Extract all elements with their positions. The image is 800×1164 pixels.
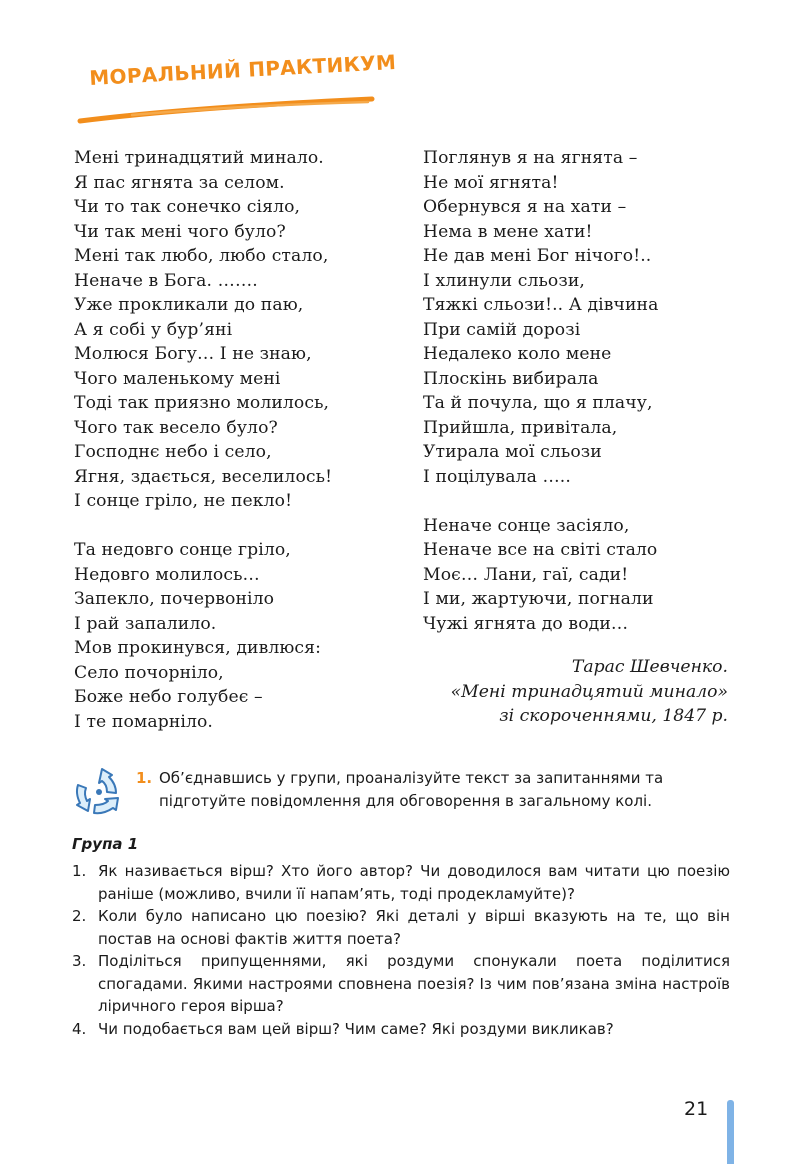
poem-line: Недовго молилось… — [74, 564, 260, 585]
title-underline — [72, 88, 382, 128]
poem-line: Ягня, здається, веселилось! — [74, 466, 333, 487]
poem-right-column — [423, 146, 743, 636]
page-number: 21 — [684, 1098, 709, 1120]
poem-line: І ми, жартуючи, погнали — [423, 589, 654, 609]
poem-line: Та недовго сонце гріло, — [74, 540, 291, 560]
poem-line: Уже прокликали до паю, — [74, 295, 304, 315]
question-number: 2. — [72, 907, 87, 925]
poem-line: Моє… Лани, гаї, сади! — [423, 564, 629, 585]
task-text: Об’єднавшись у групи, проаналізуйте текст за запитаннями та підготуйте повідомлення для обговорення в загальному колі. — [159, 769, 664, 810]
question-item — [72, 950, 730, 1018]
question-item — [72, 905, 730, 950]
question-text: Поділіться припущеннями, які роздуми спонукали поета поділитися спогадами. Якими настроями сповнена поезія? Із чим пов’язана зміна настроїв ліричного героя вірша? — [98, 952, 730, 1015]
poem-line: Мов прокинувся, дивлюся: — [74, 638, 321, 658]
question-number: 4. — [72, 1019, 87, 1038]
poem-line: Неначе в Бога. ……. — [74, 270, 258, 291]
task-number: 1. — [136, 769, 153, 787]
poem-line: Село почорніло, — [74, 662, 224, 683]
poem-line: Неначе все на світі стало — [423, 540, 658, 560]
poem-line: Недалеко коло мене — [423, 344, 612, 364]
attribution-title: «Мені тринадцятий минало» — [450, 681, 728, 702]
poem-line: Чого так весело було? — [74, 417, 278, 438]
question-text: Як називається вірш? Хто його автор? Чи доводилося вам читати цю поезію раніше (можливо, вчили її напам’ять, тоді продекламуйте)? — [98, 862, 730, 903]
poem-line: Не дав мені Бог нічого!.. — [423, 246, 652, 266]
section-title: МОРАЛЬНИЙ ПРАКТИКУМ — [88, 49, 397, 90]
poem-line: І поцілувала ….. — [423, 466, 571, 487]
poem-line: При самій дорозі — [423, 319, 581, 340]
poem-line: Та й почула, що я плачу, — [423, 393, 653, 413]
poem-line: Плоскінь вибирала — [423, 368, 599, 389]
attribution-author: Тарас Шевченко. — [571, 657, 728, 677]
poem-stanza — [74, 538, 394, 734]
poem-stanza — [74, 146, 394, 514]
poem-line: Тяжкі сльози!.. А дівчина — [423, 295, 659, 315]
poem-stanza — [423, 146, 743, 489]
poem-line: Я пас ягнята за селом. — [74, 172, 285, 193]
attribution-note: зі скороченнями, 1847 р. — [499, 706, 728, 726]
poem-line: Чого маленькому мені — [74, 368, 281, 389]
poem-line: Господнє небо і село, — [74, 442, 272, 462]
recycle-arrows-icon — [72, 765, 128, 819]
page-edge-bar — [727, 1100, 734, 1164]
poem-left-column — [74, 146, 394, 734]
poem-line: Прийшла, привітала, — [423, 417, 618, 438]
poem-line: Боже небо голубеє – — [74, 687, 263, 707]
poem-line: Чи так мені чого було? — [74, 221, 286, 242]
poem-line: Неначе сонце засіяло, — [423, 515, 630, 536]
poem-line: Молюся Богу… І не знаю, — [74, 344, 312, 364]
question-item — [72, 860, 730, 905]
poem-line: Мені так любо, любо стало, — [74, 246, 329, 266]
poem-line: Чужі ягнята до води… — [423, 613, 629, 634]
poem-line: Не мої ягнята! — [423, 172, 559, 193]
poem-line: А я собі у бур’яні — [74, 319, 233, 340]
section-header — [72, 49, 397, 130]
question-text: Чи подобається вам цей вірш? Чим саме? Які роздуми викликав? — [98, 1019, 614, 1038]
poem-attribution — [380, 655, 728, 729]
poem-line: І сонце гріло, не пекло! — [74, 491, 293, 511]
poem-stanza — [423, 514, 743, 637]
poem-line: І рай запалило. — [74, 613, 217, 634]
poem-line: Запекло, почервоніло — [74, 589, 275, 609]
question-item — [72, 1018, 730, 1041]
group-title: Група 1 — [72, 835, 139, 853]
poem-line: Обернувся я на хати – — [423, 197, 627, 217]
poem-line: Нема в мене хати! — [423, 221, 593, 242]
poem-line: Мені тринадцятий минало. — [74, 148, 324, 168]
poem-line: І те помарніло. — [74, 711, 213, 732]
question-number: 1. — [72, 862, 87, 880]
question-list — [72, 860, 730, 1040]
poem-line: Поглянув я на ягнята – — [423, 148, 638, 168]
poem-line: І хлинули сльози, — [423, 270, 585, 291]
question-text: Коли було написано цю поезію? Які деталі у вірші вказують на те, що він постав на основі фактів життя поета? — [98, 907, 730, 948]
poem-line: Чи то так сонечко сіяло, — [74, 197, 301, 217]
poem-line: Утирала мої сльози — [423, 442, 602, 462]
question-number: 3. — [72, 952, 87, 970]
poem-line: Тоді так приязно молилось, — [74, 393, 330, 413]
